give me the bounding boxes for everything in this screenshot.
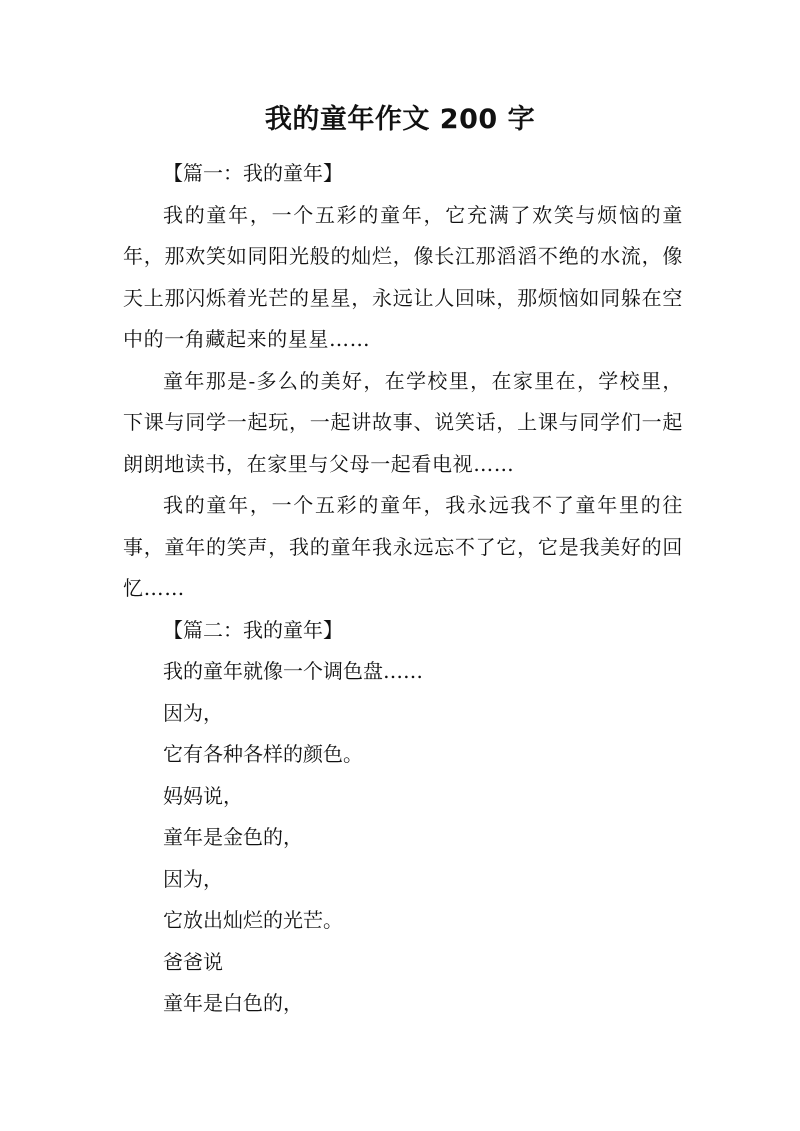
paragraph: 童年那是-多么的美好，在学校里，在家里在，学校里，下课与同学一起玩，一起讲故事、说笑话，上课与同学们一起朗朗地读书，在家里与父母一起看电视…… xyxy=(123,368,683,476)
poem-line: 妈妈说， xyxy=(163,783,243,808)
section-heading-2: 【篇二：我的童年】 xyxy=(163,617,343,642)
poem-line: 因为， xyxy=(163,866,223,891)
poem-line: 爸爸说 xyxy=(163,949,223,974)
poem-line: 我的童年就像一个调色盘…… xyxy=(163,659,423,683)
paragraph: 我的童年，一个五彩的童年，我永远我不了童年里的往事，童年的笑声，我的童年我永远忘不了它，它是我美好的回忆…… xyxy=(123,493,683,600)
paragraph: 我的童年，一个五彩的童年，它充满了欢笑与烦恼的童年，那欢笑如同阳光般的灿烂，像长江那滔滔不绝的水流，像天上那闪烁着光芒的星星，永远让人回味，那烦恼如同躲在空中的一角藏起来的星星…… xyxy=(123,202,683,351)
document-body xyxy=(123,153,683,1025)
poem-line: 它有各种各样的颜色。 xyxy=(163,742,363,766)
poem-line: 童年是金色的， xyxy=(163,825,303,849)
poem-line: 因为， xyxy=(163,700,223,725)
poem-line: 童年是白色的， xyxy=(163,991,303,1015)
poem-line: 它放出灿烂的光芒。 xyxy=(163,908,343,932)
section-heading-1: 【篇一：我的童年】 xyxy=(163,161,343,185)
document-title: 我的童年作文 200 字 xyxy=(264,104,536,135)
